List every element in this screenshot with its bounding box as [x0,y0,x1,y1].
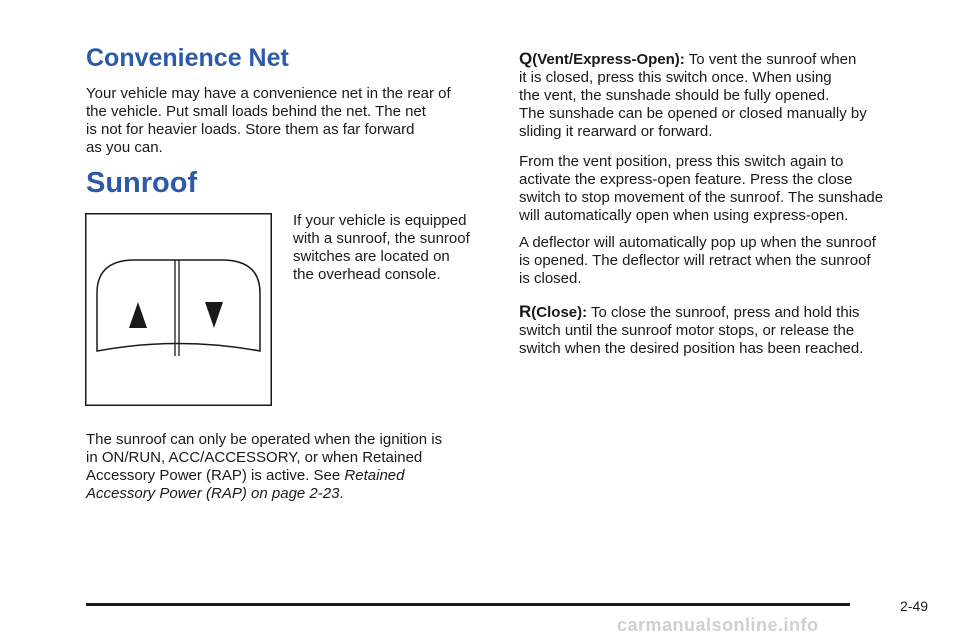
text-line: with a sunroof, the sunroof [293,230,470,247]
close-label: (Close): [531,304,588,321]
text-line: switch when the desired position has been reached. [519,340,864,357]
text-line: the overhead console. [293,266,441,283]
text-line: sliding it rearward or forward. [519,123,713,140]
page-number: 2-49 [900,598,929,614]
text-line: is not for heavier loads. Store them as far forward [86,121,415,138]
text-line: If your vehicle is equipped [293,212,467,229]
vent-glyph-icon: Q [519,49,533,68]
sunroof-operation-paragraph [86,431,442,503]
text-line: the vehicle. Put small loads behind the net. The net [86,103,426,120]
convenience-net-heading: Convenience Net [86,44,289,72]
text-line: The sunshade can be opened or closed manually by [519,105,867,122]
watermark: carmanualsonline.info [617,615,819,635]
text-line: From the vent position, press this switch again to [519,153,844,170]
text-line: will automatically open when using express-open. [519,207,849,224]
text-line [86,485,442,503]
text-line: it is closed, press this switch once. When using [519,69,832,86]
text-line: switches are located on [293,248,450,265]
text-line: as you can. [86,139,163,156]
text-line: Your vehicle may have a convenience net in the rear of [86,85,451,102]
text-segment: To vent the sunroof when [688,51,857,68]
close-glyph-icon: R [519,302,532,321]
text-line: in ON/RUN, ACC/ACCESSORY, or when Retained [86,449,423,466]
text-segment: Accessory Power (RAP) is active. See [86,467,345,484]
express-open-paragraph [519,153,883,225]
close-paragraph [519,303,863,358]
sunroof-switch-illustration [85,213,272,406]
vent-express-open-paragraph [519,50,867,141]
text-line: is opened. The deflector will retract when the sunroof [519,252,871,269]
footer-rule [86,603,850,606]
vent-label: (Vent/Express-Open): [532,51,685,68]
text-line: The sunroof can only be operated when the ignition is [86,431,443,448]
text-line: the vent, the sunshade should be fully opened. [519,87,830,104]
sunroof-heading: Sunroof [86,167,198,199]
cross-reference-link[interactable]: Retained [344,467,405,484]
text-line: activate the express-open feature. Press the close [519,171,853,188]
text-line [519,303,863,322]
text-line: switch until the sunroof motor stops, or release the [519,322,855,339]
text-line: A deflector will automatically pop up when the sunroof [519,234,876,251]
text-line: switch to stop movement of the sunroof. The sunshade [519,189,884,206]
text-line [86,467,442,485]
text-segment: . [339,485,344,502]
text-line [519,50,867,69]
text-segment: To close the sunroof, press and hold this [591,304,860,321]
cross-reference-link[interactable]: Accessory Power (RAP) on page 2-23 [86,485,340,502]
sunroof-switch-drawing [85,213,272,406]
sunroof-location-paragraph [293,212,470,284]
deflector-paragraph [519,234,876,288]
text-line: is closed. [519,270,582,287]
convenience-net-paragraph [86,85,451,157]
